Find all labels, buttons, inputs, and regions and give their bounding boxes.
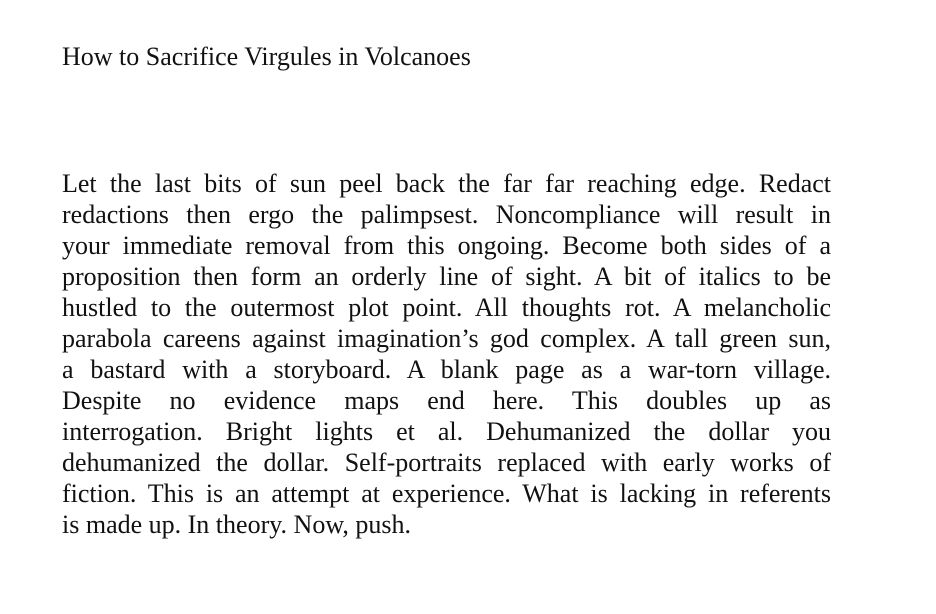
poem-line: fiction. This is an attempt at experience. What is lacking in referents: [62, 479, 831, 508]
poem-line: Despite no evidence maps end here. This doubles up as: [62, 386, 831, 415]
poem-line: dehumanized the dollar. Self-portraits replaced with early works of: [62, 448, 831, 477]
poem-title: How to Sacrifice Virgules in Volcanoes: [62, 42, 471, 71]
poem-line: proposition then form an orderly line of sight. A bit of italics to be: [62, 262, 831, 291]
poem-line: hustled to the outermost plot point. All thoughts rot. A melancholic: [62, 293, 831, 322]
poem-line: is made up. In theory. Now, push.: [62, 510, 412, 539]
poem-line: redactions then ergo the palimpsest. Noncompliance will result in: [62, 200, 831, 229]
poem-line: interrogation. Bright lights et al. Dehumanized the dollar you: [62, 417, 831, 446]
poem-line: your immediate removal from this ongoing. Become both sides of a: [62, 231, 831, 260]
poem-line: Let the last bits of sun peel back the far far reaching edge. Redact: [62, 169, 831, 198]
poem-body: [62, 168, 831, 540]
poem-line: a bastard with a storyboard. A blank page as a war-torn village.: [62, 355, 831, 384]
poem-line: parabola careens against imagination’s god complex. A tall green sun,: [62, 324, 831, 353]
